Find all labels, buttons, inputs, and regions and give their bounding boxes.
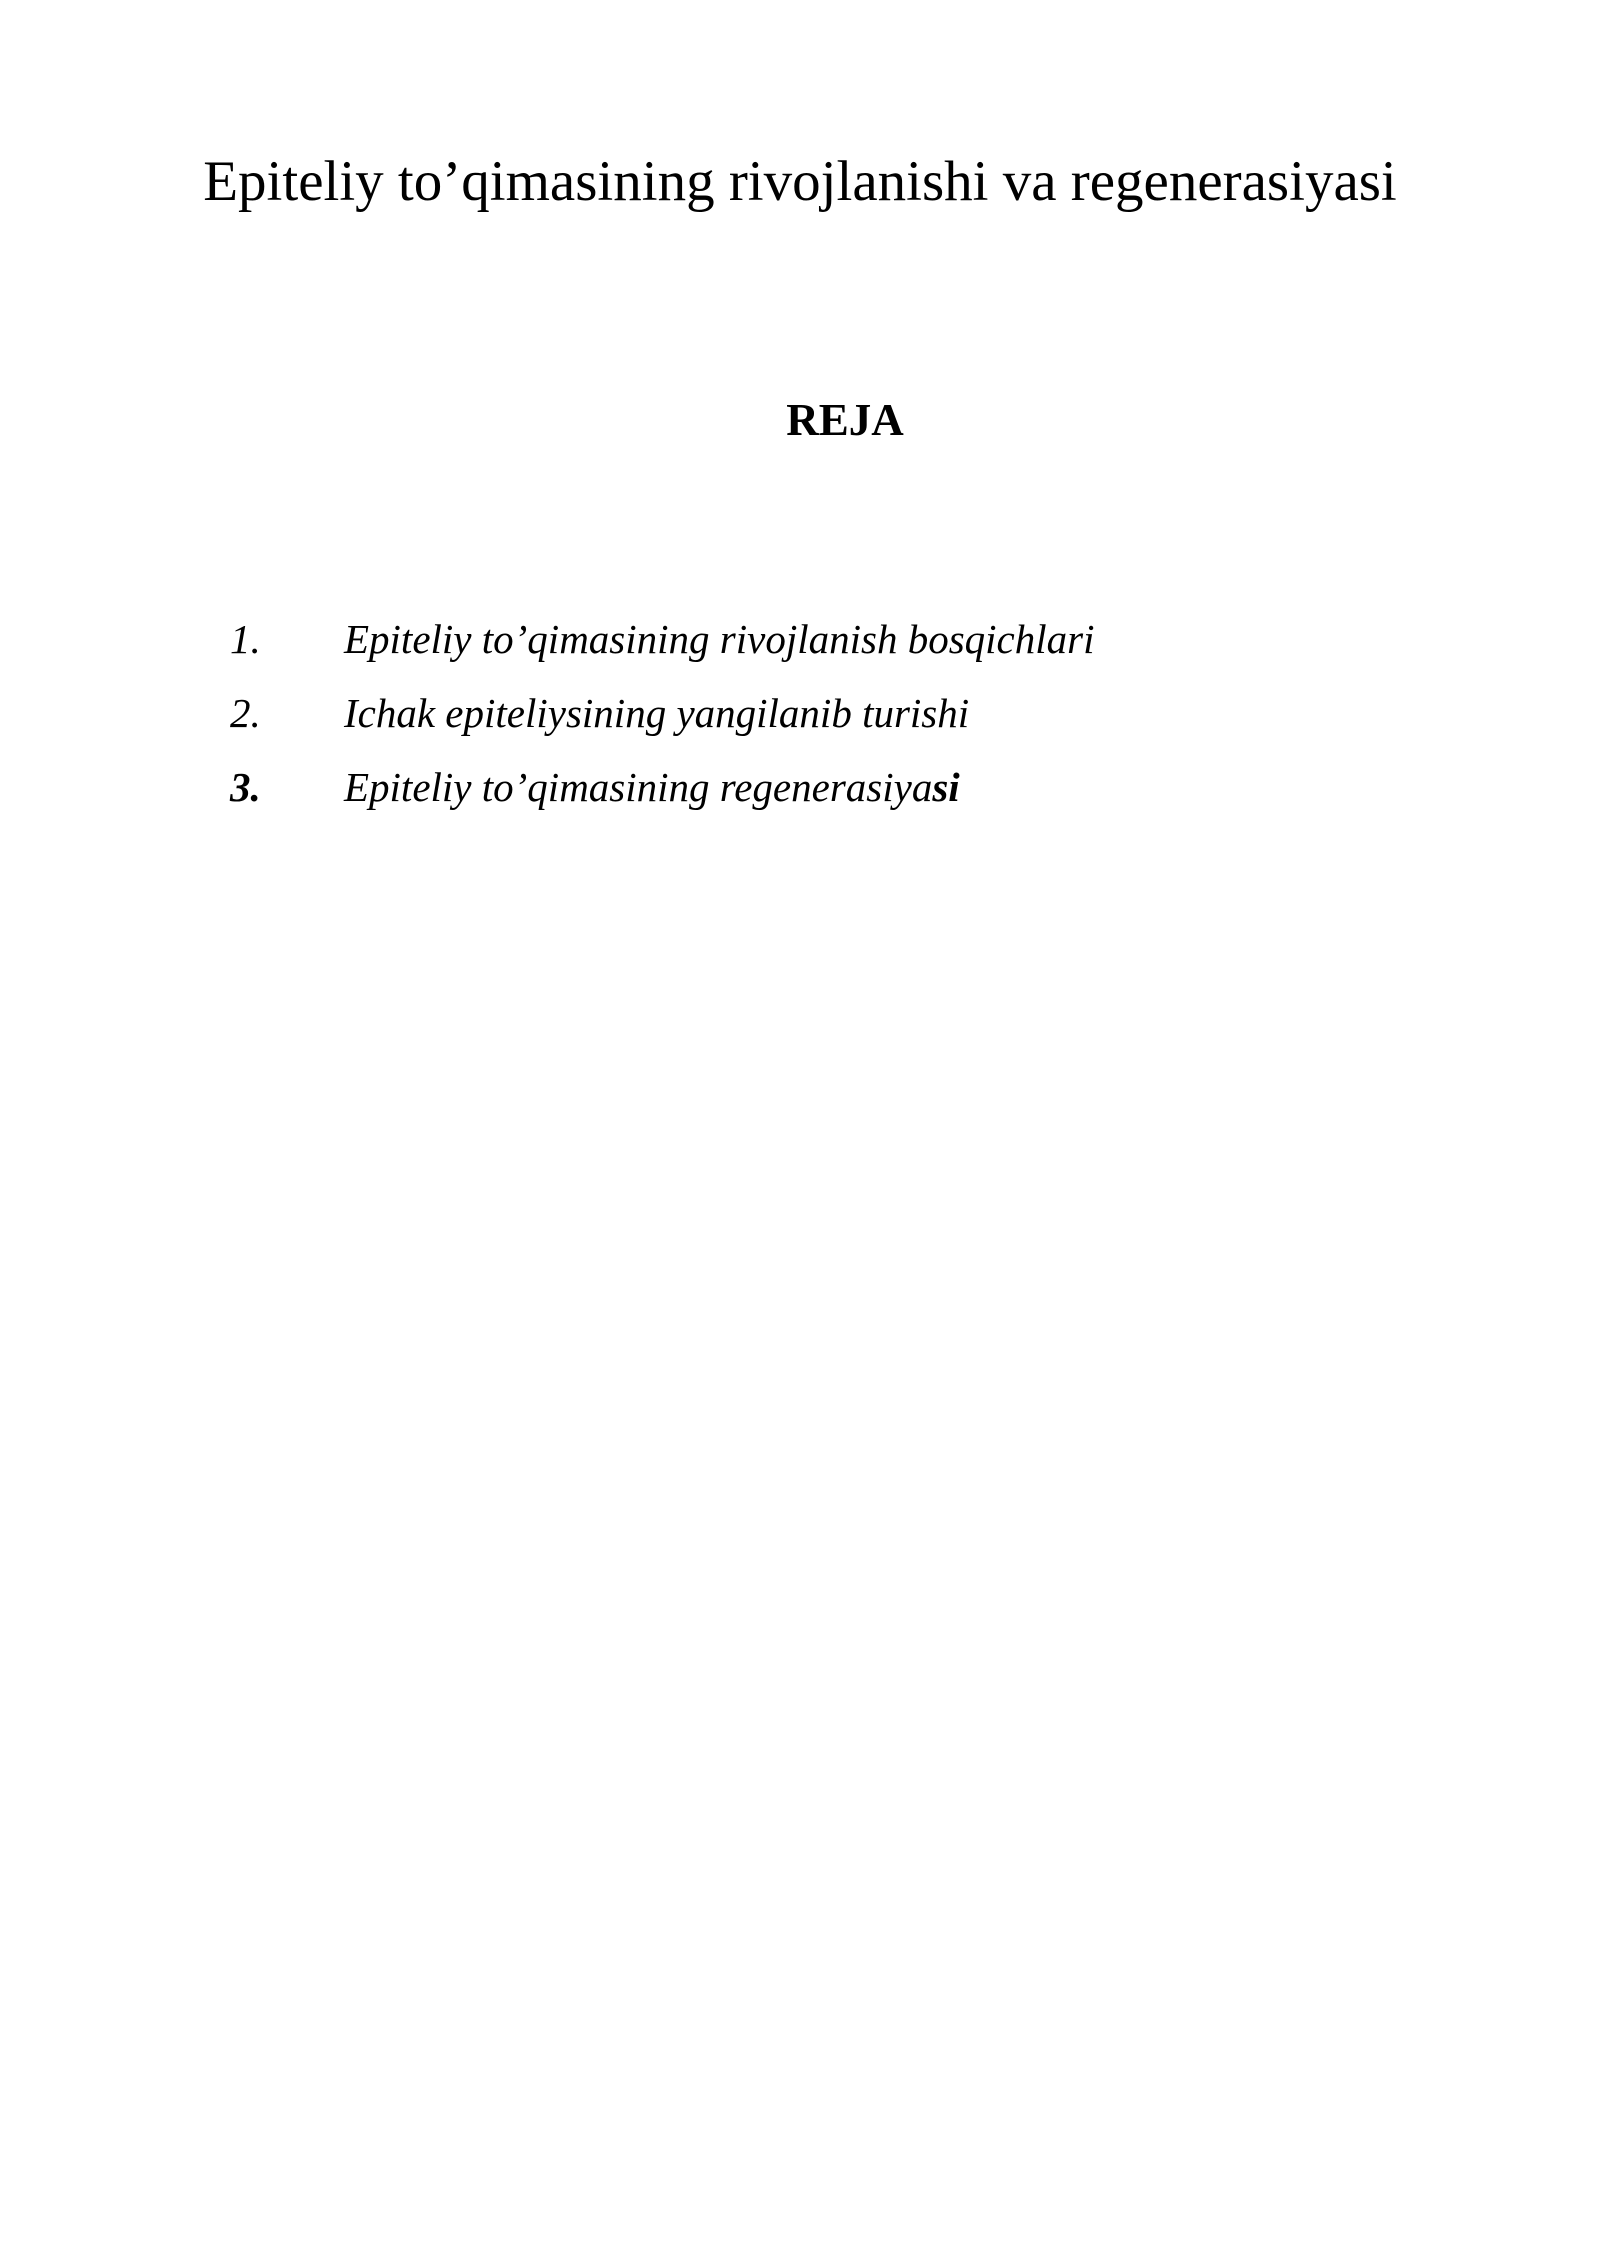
- plan-heading-text: REJA: [786, 395, 904, 445]
- plan-heading: [0, 393, 1600, 447]
- plan-item-text: [344, 615, 1095, 664]
- plan-item-text-bold-tail: si: [932, 764, 960, 810]
- document-title: Epiteliy to’qimasining rivojlanishi va regenerasiyasi: [203, 150, 1397, 213]
- plan-item: [230, 615, 1095, 689]
- plan-item-text-main: Ichak epiteliysining yangilanib turishi: [344, 690, 970, 736]
- plan-item-number: 2.: [230, 690, 261, 736]
- plan-item: [230, 689, 1095, 763]
- plan-item-text: [344, 689, 969, 738]
- plan-item: [230, 763, 1095, 837]
- plan-item-text-main: Epiteliy to’qimasining regenerasiya: [344, 764, 933, 810]
- document-title-row: [0, 148, 1600, 216]
- plan-item-number: 1.: [230, 616, 261, 662]
- plan-item-text: [344, 763, 960, 812]
- plan-list: [230, 615, 1095, 837]
- plan-item-number: 3.: [230, 764, 261, 810]
- plan-item-text-main: Epiteliy to’qimasining rivojlanish bosqichlari: [344, 616, 1095, 662]
